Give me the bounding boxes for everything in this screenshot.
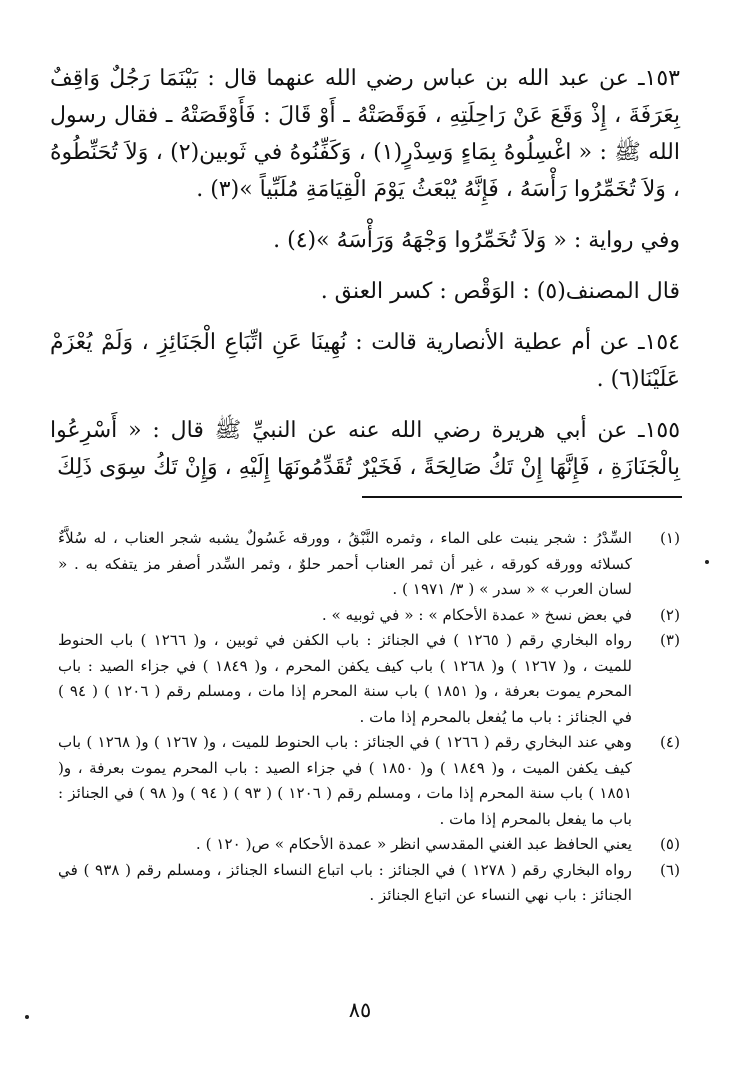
hadith-153-riwaya: وفي رواية : « وَلاَ تُخَمِّرُوا وَجْهَهُ وَرَأْسَهُ »(٤) .: [273, 228, 680, 253]
hadith-153: ١٥٣ـ عن عبد الله بن عباس رضي الله عنهما قال : بَيْنَمَا رَجُلٌ وَاقِفٌ بِعَرَفَةَ ، إِذْ وَقَعَ عَنْ رَاحِلَتِهِ ، فَوَقَصَتْهُ ـ أَوْ قَالَ : فَأَوْقَصَتْهُ ـ فقال رسول الله ﷺ : « اغْسِلُوهُ بِمَاءٍ وَسِدْرٍ(١) ، وَكَفِّنُوهُ في ثَوبين(٢) ، وَلاَ تُحَنِّطُوهُ ، وَلاَ تُخَمِّرُوا رَأْسَهُ ، فَإِنَّهُ يُبْعَثُ يَوْمَ الْقِيَامَةِ مُلَبِّياً »(٣) .: [50, 66, 680, 202]
footnote-number: (٤): [659, 733, 680, 751]
scan-speck: [705, 560, 709, 564]
footnote-1: [58, 526, 680, 603]
footnotes: [58, 526, 680, 909]
author-note: قال المصنف(٥) : الوَقْص : كسر العنق .: [320, 279, 680, 304]
footnote-5: [58, 832, 680, 858]
footnote-4: [58, 730, 680, 832]
footnote-6: [58, 858, 680, 909]
hadith-154: ١٥٤ـ عن أم عطية الأنصارية قالت : نُهِينَا عَنِ اتِّبَاعِ الْجَنَائِزِ ، وَلَمْ يُعْزَمْ عَلَيْنَا(٦) .: [50, 330, 680, 392]
footnote-number: (٣): [659, 631, 680, 649]
main-text: [50, 60, 680, 500]
hadith-155: ١٥٥ـ عن أبي هريرة رضي الله عنه عن النبيِّ ﷺ قال : « أَسْرِعُوا بِالْجَنَازَةِ ، فَإِنَّهَا إِنْ تَكُ صَالِحَةً ، فَخَيْرٌ تُقَدِّمُونَهَا إِلَيْهِ ، وَإِنْ تَكُ سِوَى ذَلِكَ: [50, 418, 681, 480]
footnote-text: وهي عند البخاري رقم ( ١٢٦٦ ) في الجنائز : باب الحنوط للميت ، و( ١٢٦٧ ) و( ١٢٦٨ ) باب كيف يكفن الميت ، و( ١٨٤٩ ) و( ١٨٥٠ ) في جزاء الصيد : باب المحرم يموت بعرفة ، و( ١٨٥١ ) باب سنة المحرم إذا مات ، ومسلم رقم ( ١٢٠٦ ) ( ٩٣ ) ( ٩٤ ) و( ٩٨ ) في الجنائز : باب ما يفعل بالمحرم إذا مات .: [58, 733, 632, 828]
footnote-divider: [362, 496, 682, 498]
footnote-text: في بعض نسخ « عمدة الأحكام » : « في ثوبيه » .: [321, 605, 632, 624]
footnote-number: (٦): [659, 860, 680, 879]
footnote-number: (٥): [659, 835, 680, 853]
footnote-text: يعني الحافظ عبد الغني المقدسي انظر « عمدة الأحكام » ص( ١٢٠ ) .: [195, 835, 632, 853]
scan-speck: [25, 1015, 29, 1019]
footnote-text: السِّدْرُ : شجر ينبت على الماء ، وثمره النَّبْقُ ، وورقه غَسُولٌ يشبه شجر العناب ، له سُلاَّءٌ كسلائه وورقه كورقه ، غير أن ثمر العناب أحمر حلوٌ ، وثمر السِّدر أصفر مز يتفكه به . « لسان العرب » « سدر » ( ٣/ ١٩٧١ ) .: [58, 529, 632, 598]
footnote-text: رواه البخاري رقم ( ١٢٧٨ ) في الجنائز : باب اتباع النساء الجنائز ، ومسلم رقم ( ٩٣٨ ) في الجنائز : باب نهي النساء عن اتباع الجنائز .: [58, 860, 632, 904]
footnote-2: [58, 603, 680, 629]
footnote-number: (٢): [659, 605, 680, 624]
footnote-text: رواه البخاري رقم ( ١٢٦٥ ) في الجنائز : باب الكفن في ثوبين ، و( ١٢٦٦ ) باب الحنوط للميت ، و( ١٢٦٧ ) و( ١٢٦٨ ) باب كيف يكفن المحرم ، و( ١٨٤٩ ) في جزاء الصيد : باب المحرم يموت بعرفة ، و( ١٨٥١ ) باب سنة المحرم إذا مات ، ومسلم رقم ( ١٢٠٦ ) ( ٩٤ ) في الجنائز : باب ما يُفعل بالمحرم إذا مات .: [58, 631, 633, 726]
page-number: ٨٥: [348, 998, 372, 1022]
footnote-3: [58, 628, 680, 730]
footnote-number: (١): [659, 529, 680, 547]
